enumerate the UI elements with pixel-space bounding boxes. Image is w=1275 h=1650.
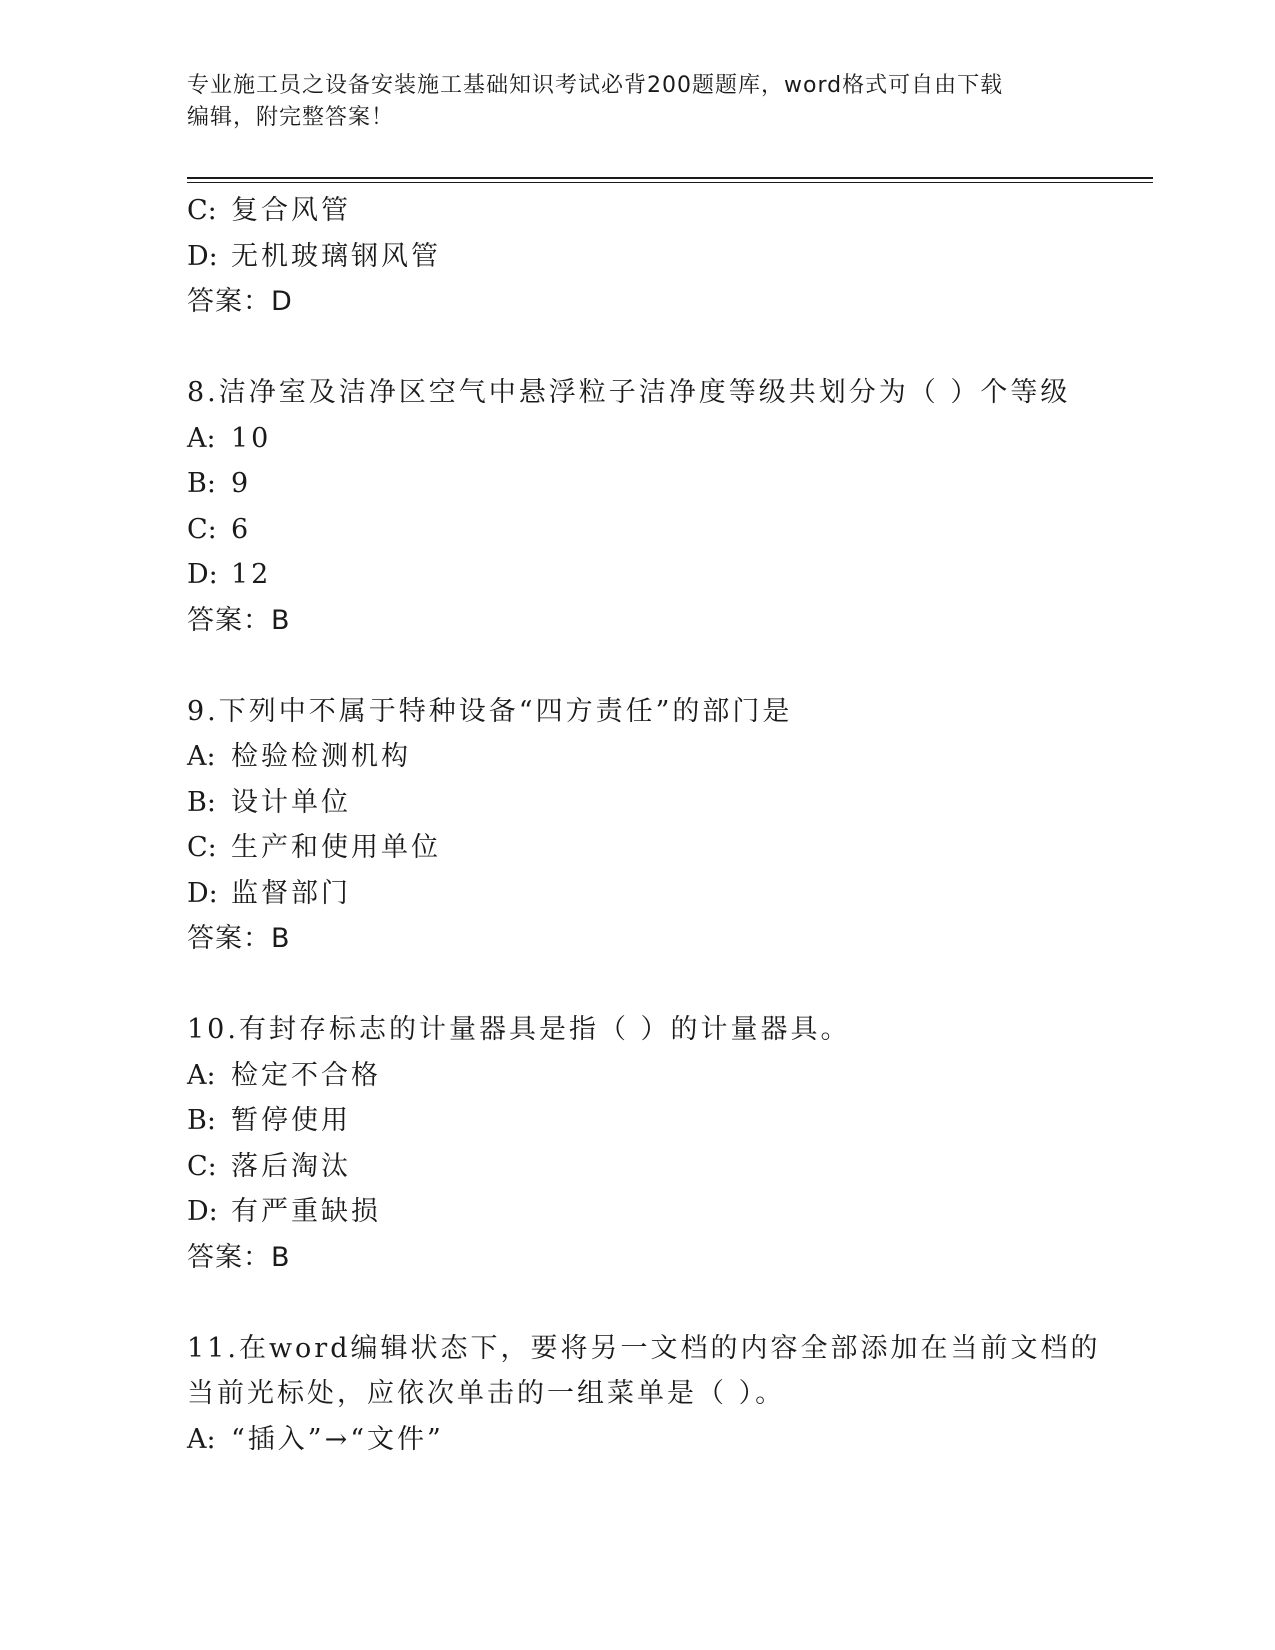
option-b — [187, 461, 1067, 507]
option-text: 6 — [231, 513, 252, 545]
option-label: B: — [187, 786, 216, 818]
option-label: C: — [187, 195, 217, 226]
option-d — [187, 234, 1067, 280]
option-c — [187, 188, 1067, 234]
header-title-line-2: 编辑，附完整答案！ — [187, 105, 395, 130]
option-a — [187, 416, 1067, 462]
option-a — [187, 1053, 1067, 1099]
question-stem: 9.下列中不属于特种设备“四方责任”的部门是 — [187, 695, 793, 727]
option-label: A: — [187, 1423, 216, 1455]
option-label: C: — [187, 832, 217, 863]
option-label: D: — [187, 559, 218, 590]
spacer — [187, 643, 1067, 689]
question-7-continuation — [187, 188, 1067, 325]
option-label: A: — [187, 1059, 216, 1091]
option-label: B: — [187, 468, 216, 499]
question-9 — [187, 689, 1067, 962]
option-text: 设计单位 — [231, 786, 351, 818]
option-text: 监督部门 — [231, 877, 351, 909]
option-c — [187, 825, 1067, 871]
option-label: D: — [187, 240, 218, 272]
option-label: D: — [187, 877, 218, 909]
option-a — [187, 734, 1067, 780]
option-text: 暂停使用 — [231, 1105, 351, 1136]
spacer — [187, 325, 1067, 371]
option-label: A: — [187, 741, 216, 772]
option-b — [187, 780, 1067, 826]
option-c — [187, 507, 1067, 553]
option-text: 检验检测机构 — [231, 741, 411, 772]
option-d — [187, 1189, 1067, 1235]
option-c — [187, 1144, 1067, 1190]
answer-line: 答案：D — [187, 286, 293, 317]
spacer — [187, 962, 1067, 1008]
option-text: 检定不合格 — [231, 1059, 381, 1091]
question-stem-line-2: 当前光标处，应依次单击的一组菜单是（ ）。 — [187, 1378, 786, 1409]
answer-line: 答案：B — [187, 923, 291, 954]
option-text: 落后淘汰 — [231, 1150, 351, 1182]
question-11 — [187, 1326, 1101, 1463]
option-a — [187, 1417, 1067, 1463]
option-text: 无机玻璃钢风管 — [231, 240, 441, 272]
option-label: B: — [187, 1105, 216, 1136]
option-d — [187, 552, 1067, 598]
option-label: A: — [187, 422, 216, 454]
question-stem: 8.洁净室及洁净区空气中悬浮粒子洁净度等级共划分为（ ）个等级 — [187, 377, 1071, 408]
option-text: 12 — [231, 559, 272, 590]
answer-line: 答案：B — [187, 604, 291, 636]
option-text: 有严重缺损 — [231, 1196, 381, 1227]
option-text: 生产和使用单位 — [231, 832, 441, 863]
question-8 — [187, 370, 1071, 643]
option-text: “插入”→“文件” — [231, 1423, 444, 1455]
option-text: 9 — [231, 468, 252, 499]
option-d — [187, 871, 1067, 917]
option-label: D: — [187, 1196, 218, 1227]
option-label: C: — [187, 1150, 217, 1182]
question-stem: 10.有封存标志的计量器具是指（ ）的计量器具。 — [187, 1014, 851, 1045]
header-divider-thin — [187, 182, 1153, 183]
question-stem-line-1: 11.在word编辑状态下，要将另一文档的内容全部添加在当前文档的 — [187, 1332, 1101, 1364]
option-b — [187, 1098, 1067, 1144]
header-title-line-1: 专业施工员之设备安装施工基础知识考试必背200题题库，word格式可自由下载 — [187, 73, 1004, 98]
question-content — [187, 188, 1101, 1462]
question-10 — [187, 1007, 1067, 1280]
header-divider-thick — [187, 177, 1153, 179]
answer-line: 答案：B — [187, 1241, 291, 1273]
option-label: C: — [187, 513, 217, 545]
option-text: 复合风管 — [231, 195, 351, 226]
spacer — [187, 1280, 1067, 1326]
page-header — [187, 70, 1067, 134]
option-text: 10 — [231, 422, 272, 454]
